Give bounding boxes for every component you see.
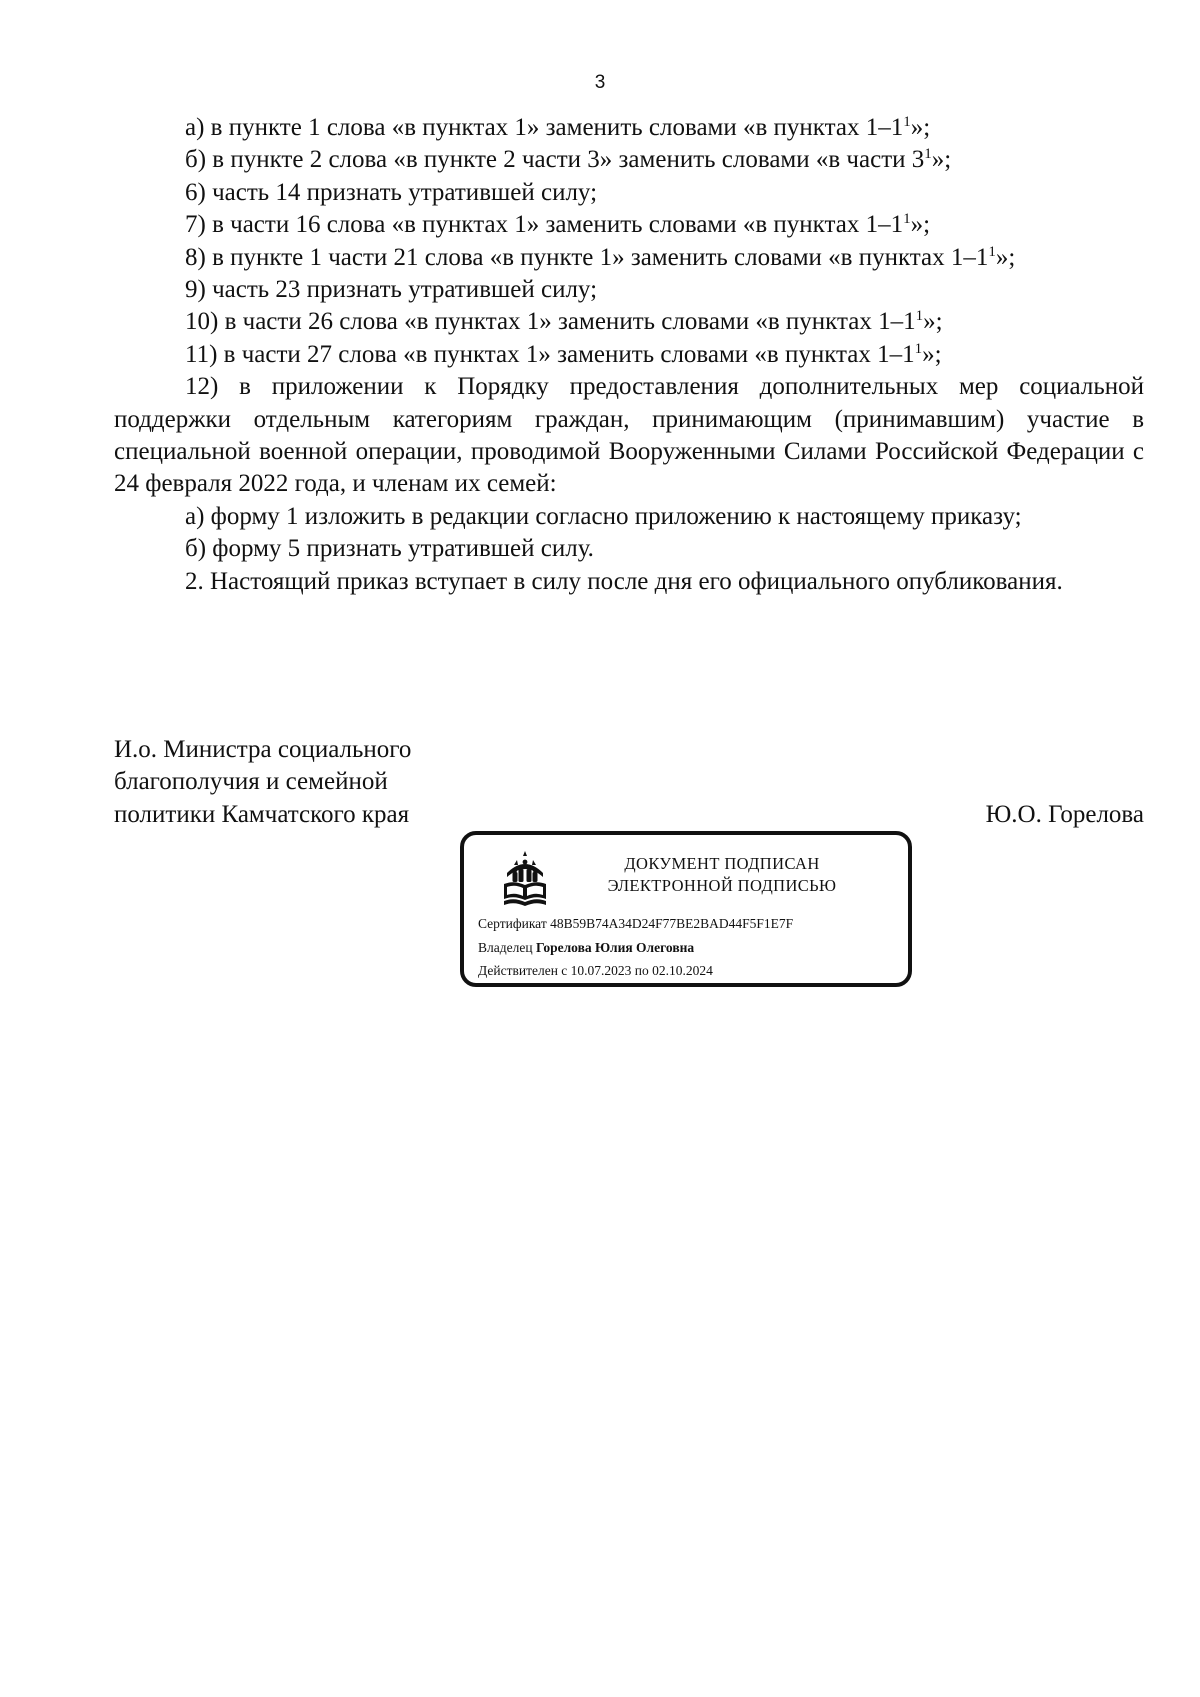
certificate-value: 48B59B74A34D24F77BE2BAD44F5F1E7F — [550, 916, 794, 931]
valid-to-label: по — [634, 963, 649, 978]
electronic-signature-stamp — [460, 831, 912, 987]
superscript: 1 — [903, 211, 911, 228]
superscript: 1 — [903, 114, 911, 130]
paragraph-tail: »; — [923, 308, 943, 336]
superscript: 1 — [988, 243, 996, 260]
valid-from: 10.07.2023 — [570, 963, 632, 978]
paragraph-item-9 — [114, 274, 1144, 306]
paragraph-text: б) в пункте 2 слова «в пункте 2 части 3» заменить словами «в части 3 — [185, 146, 925, 174]
valid-to: 02.10.2024 — [652, 963, 713, 978]
stamp-heading-line-1: ДОКУМЕНТ ПОДПИСАН — [624, 854, 820, 873]
owner-label: Владелец — [478, 940, 533, 955]
paragraph-item-7 — [114, 209, 1144, 241]
paragraph-form-1 — [114, 501, 1144, 533]
paragraph-tail: »; — [995, 243, 1016, 271]
paragraph-text: а) в пункте 1 слова «в пунктах 1» заменить словами «в пунктах 1–1 — [185, 114, 904, 141]
superscript: 1 — [914, 340, 923, 357]
paragraph-tail: »; — [910, 211, 931, 239]
paragraph-text: 7) в части 16 слова «в пунктах 1» заменить словами «в пунктах 1–1 — [185, 211, 904, 239]
paragraph-tail: »; — [931, 146, 952, 174]
paragraph-item-12 — [114, 371, 1144, 501]
superscript: 1 — [915, 308, 924, 325]
stamp-heading — [572, 853, 872, 897]
paragraph-text: а) форму 1 изложить в редакции согласно приложению к настоящему приказу; — [185, 502, 1022, 530]
paragraph-text: б) форму 5 признать утратившей силу. — [185, 535, 594, 563]
valid-label: Действителен с — [478, 963, 568, 978]
paragraph-text: 2. Настоящий приказ вступает в силу после дня его официального опубликования. — [185, 567, 1063, 595]
paragraph-form-5 — [114, 533, 1144, 565]
paragraph-item-8 — [114, 242, 1144, 274]
paragraph-text: 6) часть 14 признать утратившей силу; — [185, 178, 598, 206]
paragraph-text: 8) в пункте 1 части 21 слова «в пункте 1» заменить словами «в пунктах 1–1 — [185, 243, 989, 271]
kamchatka-emblem-icon — [502, 851, 548, 907]
signer-title-line-2: благополучия и семейной — [114, 768, 388, 796]
stamp-owner — [478, 939, 694, 957]
signer-name: Ю.О. Горелова — [985, 800, 1144, 828]
owner-value: Горелова Юлия Олеговна — [535, 940, 695, 955]
paragraph-text: 10) в части 26 слова «в пунктах 1» заменить словами «в пунктах 1–1 — [185, 308, 916, 336]
paragraph-item-10 — [114, 306, 1144, 338]
paragraph-item-6 — [114, 177, 1144, 209]
paragraph-item-11 — [114, 339, 1144, 371]
stamp-heading-line-2: ЭЛЕКТРОННОЙ ПОДПИСЬЮ — [607, 876, 837, 895]
paragraph-text: 9) часть 23 признать утратившей силу; — [185, 276, 598, 304]
paragraph-text: 11) в части 27 слова «в пунктах 1» заменить словами «в пунктах 1–1 — [185, 340, 915, 368]
superscript: 1 — [924, 146, 932, 163]
paragraph-b-point-2 — [114, 144, 1144, 176]
certificate-label: Сертификат — [478, 916, 547, 931]
signer-title-line-3: политики Камчатского края — [114, 800, 410, 828]
stamp-certificate — [478, 915, 793, 933]
paragraph-tail: »; — [922, 340, 942, 368]
paragraph-a-point-1 — [114, 112, 1144, 144]
signer-title-line-1: И.о. Министра социального — [114, 736, 412, 763]
paragraph-entry-into-force — [114, 566, 1144, 598]
document-body — [114, 112, 1144, 598]
paragraph-text: 12) в приложении к Порядку предоставления дополнительных мер социальной поддержки отдельным категориям граждан, принимающим (принимавшим) участие в специальной военной операции, проводимой Вооруженными Силами Российской Федерации с 24 февраля 2022 года, и членам их семей: — [114, 373, 1144, 498]
signature-block — [114, 734, 1144, 831]
paragraph-tail: »; — [910, 114, 931, 141]
stamp-validity — [478, 962, 713, 980]
page-number: 3 — [594, 72, 606, 93]
